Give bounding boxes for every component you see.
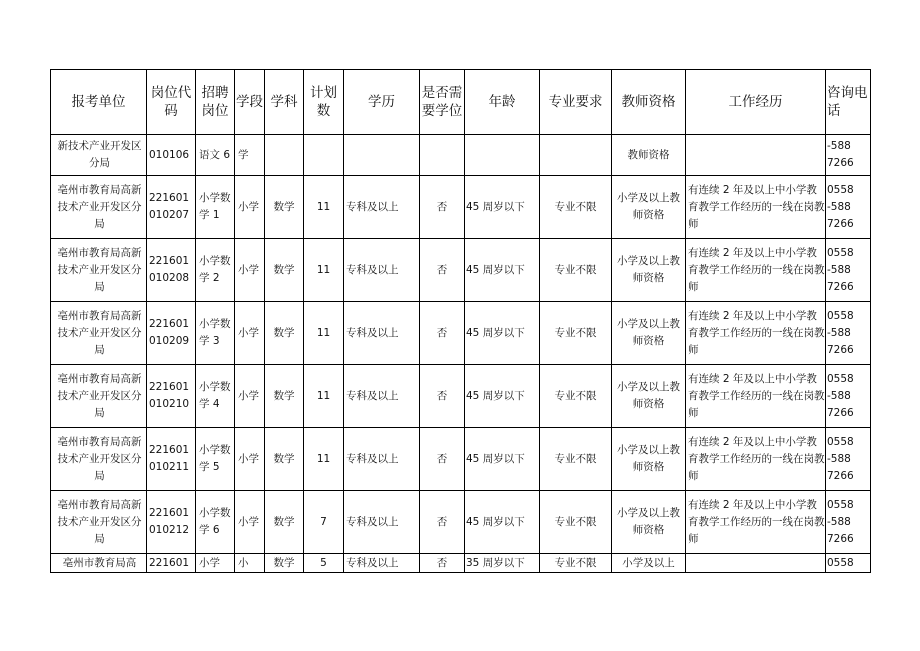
cell-subject: 数学 [265,554,304,573]
cell-subject: 数学 [265,428,304,491]
cell-plan: 11 [304,302,344,365]
cell-post: 小学数学 3 [196,302,235,365]
cell-major: 专业不限 [540,554,612,573]
header-cell: 学段 [235,70,265,135]
header-cell: 工作经历 [686,70,826,135]
cell-code: 221601 010212 [147,491,196,554]
cell-unit: 亳州市教育局高新技术产业开发区分局 [51,428,147,491]
cell-stage: 学 [235,135,265,176]
table-row [51,239,871,302]
cell-post: 小学数学 5 [196,428,235,491]
cell-degree: 否 [420,239,465,302]
table-row [51,554,871,573]
cell-exp: 有连续 2 年及以上中小学教育教学工作经历的一线在岗教师 [686,491,826,554]
cell-age: 45 周岁以下 [465,239,540,302]
table-row [51,428,871,491]
cell-age: 45 周岁以下 [465,176,540,239]
cell-plan: 11 [304,176,344,239]
cell-stage: 小学 [235,365,265,428]
cell-degree: 否 [420,554,465,573]
cell-post: 小学数学 1 [196,176,235,239]
cell-unit: 亳州市教育局高新技术产业开发区分局 [51,491,147,554]
cell-subject: 数学 [265,491,304,554]
cell-edu [344,135,420,176]
cell-plan: 5 [304,554,344,573]
cell-unit: 亳州市教育局高 [51,554,147,573]
cell-degree: 否 [420,176,465,239]
cell-age: 45 周岁以下 [465,365,540,428]
cell-phone: 0558 -588 7266 [826,491,871,554]
header-cell: 教师资格 [612,70,686,135]
table-row [51,176,871,239]
cell-code: 221601 010207 [147,176,196,239]
cell-stage: 小学 [235,176,265,239]
cell-age: 35 周岁以下 [465,554,540,573]
cell-code: 010106 [147,135,196,176]
cell-phone: 0558 -588 7266 [826,428,871,491]
cell-degree: 否 [420,428,465,491]
cell-major: 专业不限 [540,365,612,428]
cell-phone: 0558 -588 7266 [826,239,871,302]
cell-plan: 11 [304,428,344,491]
header-cell: 学科 [265,70,304,135]
cell-degree: 否 [420,491,465,554]
cell-age: 45 周岁以下 [465,428,540,491]
header-cell: 年龄 [465,70,540,135]
cell-cert: 小学及以上教师资格 [612,491,686,554]
cell-phone: 0558 -588 7266 [826,365,871,428]
table-row [51,491,871,554]
header-cell: 专业要求 [540,70,612,135]
header-cell: 咨询电话 [826,70,871,135]
cell-stage: 小学 [235,491,265,554]
cell-major: 专业不限 [540,176,612,239]
cell-subject: 数学 [265,176,304,239]
cell-age: 45 周岁以下 [465,491,540,554]
cell-cert: 小学及以上教师资格 [612,428,686,491]
cell-plan: 11 [304,365,344,428]
cell-edu: 专科及以上 [344,302,420,365]
header-cell: 学历 [344,70,420,135]
cell-major: 专业不限 [540,239,612,302]
cell-phone: -588 7266 [826,135,871,176]
cell-code: 221601 010209 [147,302,196,365]
cell-unit: 亳州市教育局高新技术产业开发区分局 [51,176,147,239]
cell-phone: 0558 -588 7266 [826,176,871,239]
cell-cert: 小学及以上教师资格 [612,302,686,365]
cell-exp: 有连续 2 年及以上中小学教育教学工作经历的一线在岗教师 [686,428,826,491]
cell-major [540,135,612,176]
cell-unit: 亳州市教育局高新技术产业开发区分局 [51,239,147,302]
cell-subject [265,135,304,176]
cell-major: 专业不限 [540,428,612,491]
cell-cert: 小学及以上教师资格 [612,365,686,428]
cell-subject: 数学 [265,365,304,428]
cell-post: 语文 6 [196,135,235,176]
cell-exp [686,554,826,573]
cell-edu: 专科及以上 [344,554,420,573]
cell-subject: 数学 [265,239,304,302]
cell-exp: 有连续 2 年及以上中小学教育教学工作经历的一线在岗教师 [686,239,826,302]
table-row [51,365,871,428]
cell-stage: 小学 [235,302,265,365]
header-row [51,70,871,135]
cell-plan [304,135,344,176]
header-cell: 是否需要学位 [420,70,465,135]
cell-phone: 0558 -588 7266 [826,302,871,365]
cell-stage: 小 [235,554,265,573]
cell-subject: 数学 [265,302,304,365]
cell-code: 221601 [147,554,196,573]
header-cell: 岗位代码 [147,70,196,135]
cell-age [465,135,540,176]
cell-degree: 否 [420,302,465,365]
cell-edu: 专科及以上 [344,365,420,428]
cell-exp: 有连续 2 年及以上中小学教育教学工作经历的一线在岗教师 [686,365,826,428]
cell-unit: 新技术产业开发区分局 [51,135,147,176]
cell-exp: 有连续 2 年及以上中小学教育教学工作经历的一线在岗教师 [686,302,826,365]
cell-post: 小学数学 6 [196,491,235,554]
cell-exp [686,135,826,176]
cell-plan: 7 [304,491,344,554]
cell-degree [420,135,465,176]
table-row [51,302,871,365]
cell-degree: 否 [420,365,465,428]
cell-plan: 11 [304,239,344,302]
header-cell: 招聘岗位 [196,70,235,135]
cell-age: 45 周岁以下 [465,302,540,365]
header-cell: 计划数 [304,70,344,135]
cell-code: 221601 010210 [147,365,196,428]
cell-exp: 有连续 2 年及以上中小学教育教学工作经历的一线在岗教师 [686,176,826,239]
recruitment-table [50,69,871,573]
cell-edu: 专科及以上 [344,428,420,491]
cell-edu: 专科及以上 [344,239,420,302]
header-cell: 报考单位 [51,70,147,135]
cell-edu: 专科及以上 [344,491,420,554]
cell-cert: 教师资格 [612,135,686,176]
cell-cert: 小学及以上教师资格 [612,239,686,302]
cell-code: 221601 010208 [147,239,196,302]
cell-major: 专业不限 [540,302,612,365]
cell-unit: 亳州市教育局高新技术产业开发区分局 [51,365,147,428]
cell-edu: 专科及以上 [344,176,420,239]
table-row [51,135,871,176]
cell-cert: 小学及以上 [612,554,686,573]
cell-post: 小学 [196,554,235,573]
cell-stage: 小学 [235,239,265,302]
cell-code: 221601 010211 [147,428,196,491]
cell-unit: 亳州市教育局高新技术产业开发区分局 [51,302,147,365]
cell-major: 专业不限 [540,491,612,554]
table-body [51,135,871,573]
cell-phone: 0558 [826,554,871,573]
cell-stage: 小学 [235,428,265,491]
cell-cert: 小学及以上教师资格 [612,176,686,239]
cell-post: 小学数学 4 [196,365,235,428]
cell-post: 小学数学 2 [196,239,235,302]
